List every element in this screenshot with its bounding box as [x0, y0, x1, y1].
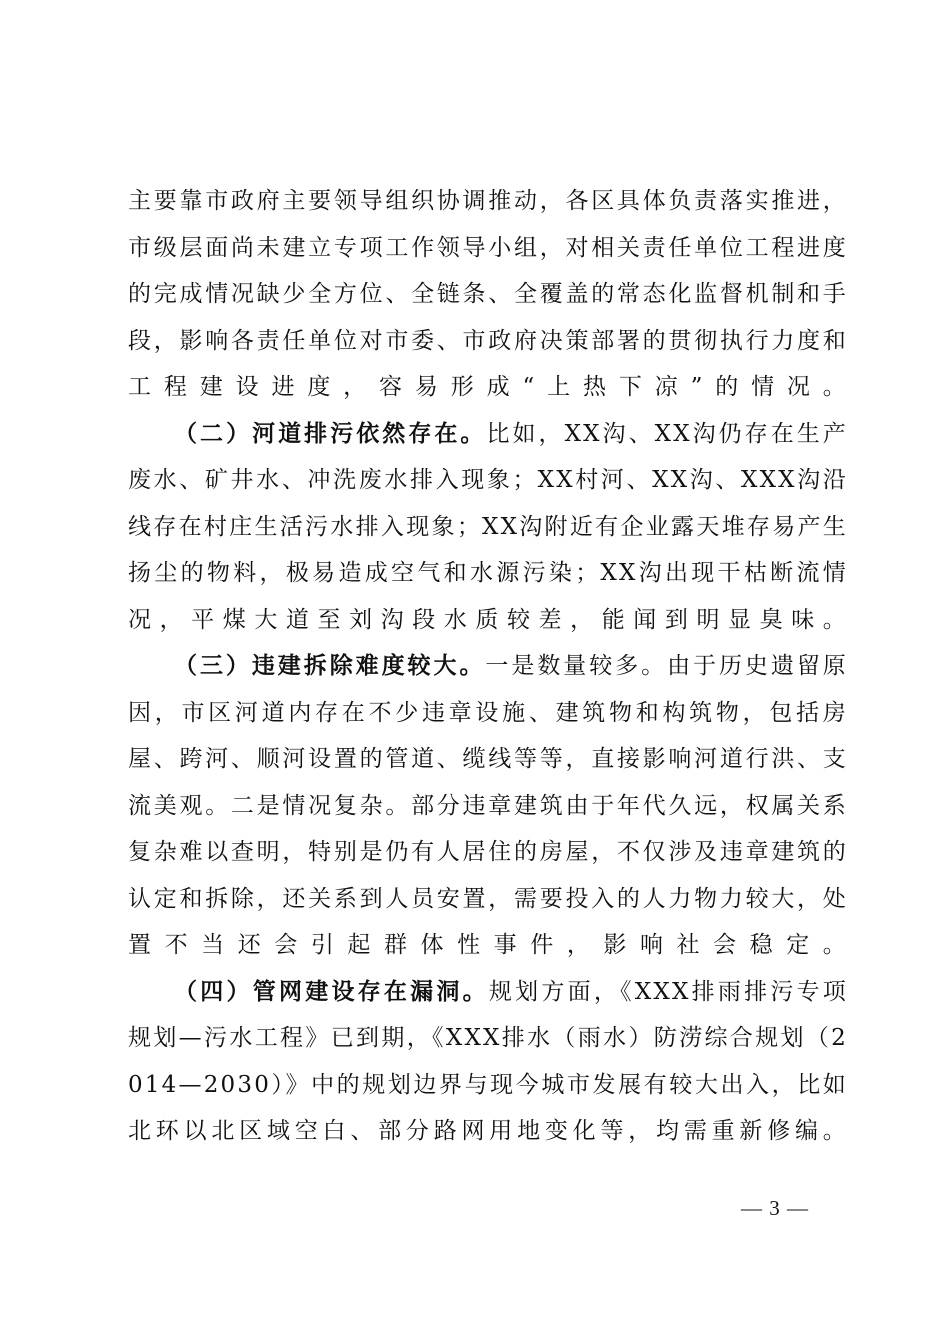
section-heading-river-sewage: （二）河道排污依然存在。 [174, 420, 487, 447]
paragraph-pipe-network [128, 969, 848, 1155]
paragraph-text: 一是数量较多。由于历史遗留原因，市区河道内存在不少违章设施、建筑物和构筑物，包括房屋、跨河、顺河设置的管道、缆线等等，直接影响河道行洪、支流美观。二是情况复杂。部分违章建筑由于年代久远，权属关系复杂难以查明，特别是仍有人居住的房屋，不仅涉及违章建筑的认定和拆除，还关系到人员安置，需要投入的人力物力较大，处置不当还会引起群体性事件，影响社会稳定。 [128, 653, 848, 958]
paragraph-text: 比如，XX沟、XX沟仍存在生产废水、矿井水、冲洗废水排入现象；XX村河、XX沟、XXX沟沿线存在村庄生活污水排入现象；XX沟附近有企业露天堆存易产生扬尘的物料，极易造成空气和水源污染；XX沟出现干枯断流情况，平煤大道至刘沟段水质较差，能闻到明显臭味。 [128, 420, 848, 633]
paragraph-text: 主要靠市政府主要领导组织协调推动，各区具体负责落实推进，市级层面尚未建立专项工作领导小组，对相关责任单位工程进度的完成情况缺少全方位、全链条、全覆盖的常态化监督机制和手段，影响各责任单位对市委、市政府决策部署的贯彻执行力度和工程建设进度，容易形成“上热下凉”的情况。 [128, 188, 848, 400]
paragraph-river-sewage [128, 411, 848, 644]
page-number: — 3 — [741, 1196, 809, 1220]
section-heading-pipe-network: （四）管网建设存在漏洞。 [174, 978, 489, 1005]
paragraph-continuation [128, 178, 848, 411]
paragraph-text: 规划方面，《XXX排雨排污专项规划—污水工程》已到期，《XXX排水（雨水）防涝综合规划（2014—2030）》中的规划边界与现今城市发展有较大出入，比如北环以北区域空白、部分路网用地变化等，均需重新修编。 [128, 978, 848, 1144]
paragraph-illegal-building [128, 643, 848, 969]
document-body [128, 178, 848, 1155]
section-heading-illegal-building: （三）违建拆除难度较大。 [174, 653, 486, 679]
